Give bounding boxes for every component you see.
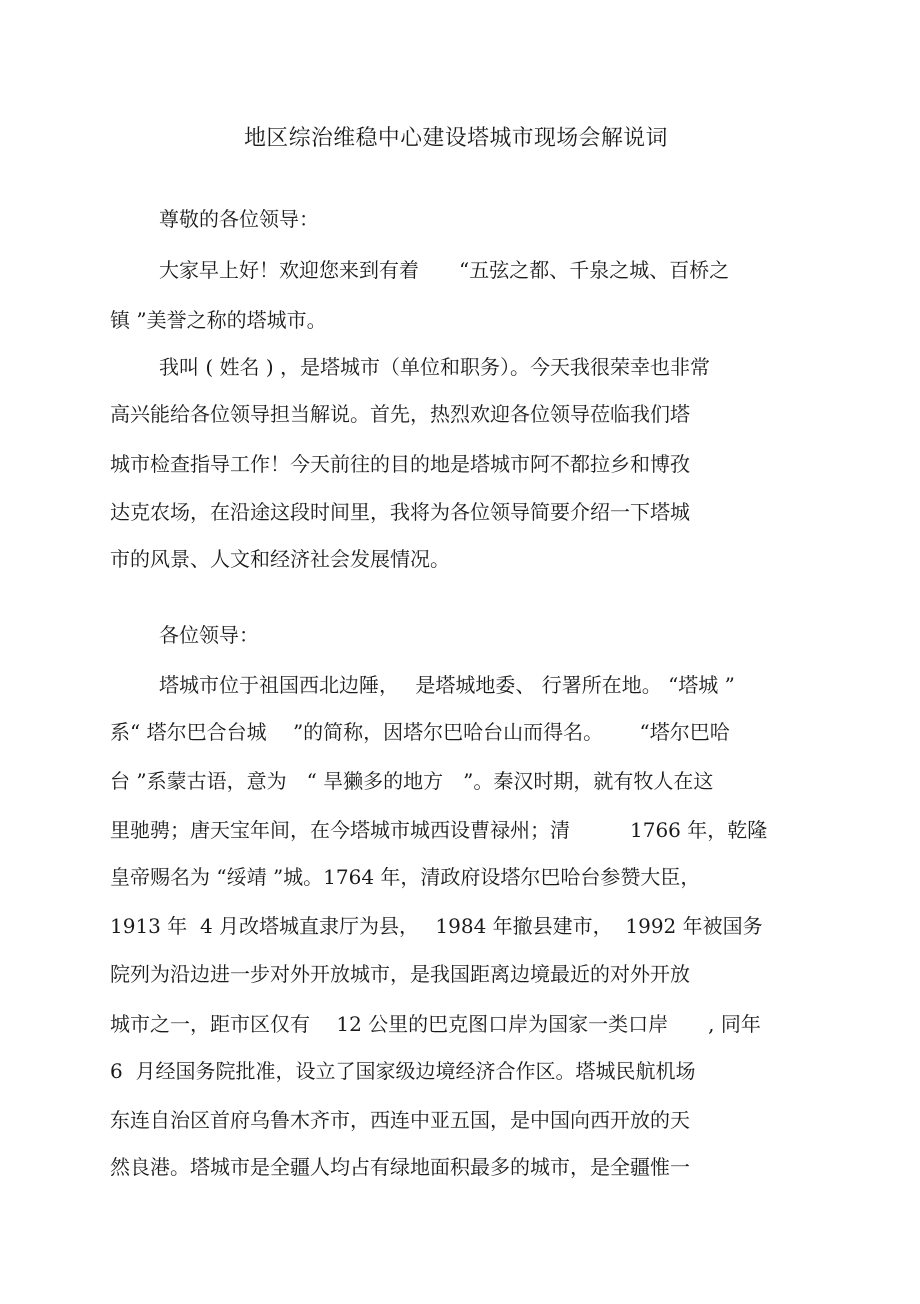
salutation: 尊敬的各位领导：: [159, 207, 319, 231]
paragraph-3-line: 皇帝赐名为 “绥靖 ”城。1764 年，清政府设塔尔巴哈台参赞大臣，: [110, 865, 701, 889]
paragraph-3-line: 6 月经国务院批准，设立了国家级边境经济合作区。塔城民航机场: [110, 1059, 696, 1083]
paragraph-3-line: 1913 年 4 月改塔城直隶厅为县， 1984 年撤县建市， 1992 年被国务: [110, 914, 763, 938]
paragraph-2-line: 市的风景、人文和经济社会发展情况。: [110, 547, 450, 571]
paragraph-2-line: 我叫 ( 姓名 ) ，是塔城市（单位和职务）。今天我很荣幸也非常: [159, 355, 711, 379]
paragraph-3-line: 城市之一，距市区仅有 12 公里的巴克图口岸为国家一类口岸 , 同年: [110, 1012, 761, 1036]
paragraph-2-line: 达克农场，在沿途这段时间里，我将为各位领导简要介绍一下塔城: [110, 500, 690, 524]
paragraph-3-line: 塔城市位于祖国西北边陲， 是塔城地委、 行署所在地。 “塔城 ”: [159, 673, 735, 697]
document-title: 地区综治维稳中心建设塔城市现场会解说词: [244, 126, 668, 151]
salutation-2: 各位领导：: [159, 623, 259, 647]
paragraph-2-line: 高兴能给各位领导担当解说。首先，热烈欢迎各位领导莅临我们塔: [110, 402, 690, 426]
paragraph-1-line: 镇 ”美誉之称的塔城市。: [110, 308, 327, 332]
paragraph-3-line: 系“ 塔尔巴合台城 ”的简称，因塔尔巴哈台山而得名。 “塔尔巴哈: [110, 720, 730, 744]
paragraph-3-line: 院列为沿边进一步对外开放城市，是我国距离边境最近的对外开放: [110, 962, 690, 986]
paragraph-1-line: 大家早上好！欢迎您来到有着 “五弦之都、千泉之城、百桥之: [159, 258, 730, 282]
paragraph-3-line: 东连自治区首府乌鲁木齐市，西连中亚五国，是中国向西开放的天: [110, 1108, 690, 1132]
paragraph-3-line: 里驰骋；唐天宝年间，在今塔城市城西设曹禄州；清 1766 年，乾隆: [110, 818, 768, 842]
paragraph-3-line: 然良港。塔城市是全疆人均占有绿地面积最多的城市，是全疆惟一: [110, 1155, 690, 1179]
paragraph-2-line: 城市检查指导工作！今天前往的目的地是塔城市阿不都拉乡和博孜: [110, 452, 690, 476]
paragraph-3-line: 台 ”系蒙古语，意为 “ 旱獭多的地方 ”。秦汉时期，就有牧人在这: [110, 769, 714, 793]
